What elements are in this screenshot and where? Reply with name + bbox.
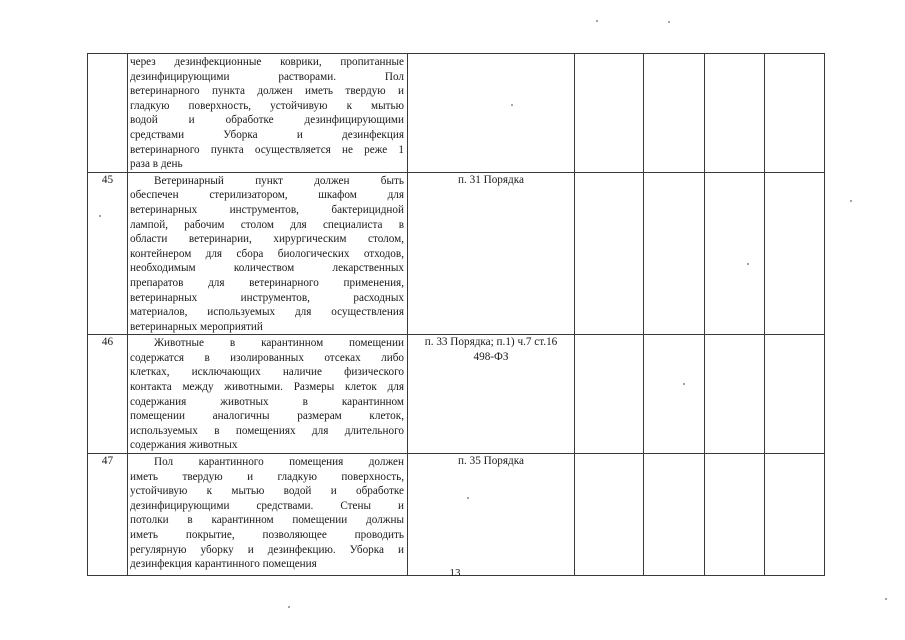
requirement-line: гладкую поверхность, устойчивую к мытью	[130, 99, 404, 112]
requirement-line: необходимым количеством лекарственных	[130, 262, 404, 275]
requirement-line: иметь покрытие, позволяющее проводить	[130, 529, 404, 541]
requirement-line: Пол карантинного помещения должен	[154, 456, 404, 469]
legal-reference	[408, 172, 575, 335]
requirement-line: обеспечен стерилизатором, шкафом для	[130, 189, 404, 202]
empty-answer-cell	[575, 172, 644, 335]
requirement-line: контакта между животными. Размеры клеток для	[130, 381, 404, 394]
scan-speck	[99, 215, 101, 217]
requirements-table	[87, 53, 825, 576]
requirement-line: материалов, используемых для осуществления	[130, 306, 404, 319]
scan-speck	[467, 497, 469, 499]
scan-speck	[596, 20, 598, 22]
empty-answer-cell	[644, 54, 705, 173]
scan-speck	[511, 104, 513, 106]
requirement-line: ветеринарных инструментов, расходных	[130, 291, 404, 304]
requirement-text	[128, 335, 408, 454]
empty-answer-cell	[705, 172, 765, 335]
empty-answer-cell	[575, 54, 644, 173]
empty-answer-cell	[644, 335, 705, 454]
scan-speck	[747, 263, 749, 265]
empty-answer-cell	[765, 172, 825, 335]
empty-answer-cell	[575, 454, 644, 576]
requirement-line: лампой, рабочим столом для специалиста в	[130, 218, 404, 231]
requirement-line: области ветеринарии, хирургическим столом,	[130, 233, 404, 246]
requirement-line: используемых в помещениях для длительного	[130, 424, 404, 437]
requirement-line: средствами Уборка и дезинфекция	[130, 128, 404, 141]
requirement-line: водой и обработке дезинфицирующими	[130, 114, 404, 127]
requirement-line: Животные в карантинном помещении	[154, 337, 404, 350]
requirement-line: ветеринарных инструментов, бактерицидной	[130, 203, 404, 216]
scan-speck	[288, 606, 290, 608]
scan-speck	[668, 21, 670, 23]
empty-answer-cell	[644, 172, 705, 335]
empty-answer-cell	[705, 54, 765, 173]
requirement-line: содержания животных в карантинном	[130, 395, 404, 408]
requirement-line: потолки в карантинном помещении должны	[130, 514, 404, 527]
requirement-text	[128, 54, 408, 173]
empty-answer-cell	[644, 454, 705, 576]
table-row	[88, 54, 825, 173]
legal-reference-line: п. 31 Порядка	[458, 173, 524, 186]
requirement-line: ветеринарного пункта осуществляется не реже 1	[130, 143, 404, 156]
legal-reference-line: п. 35 Порядка	[458, 455, 524, 468]
empty-answer-cell	[575, 335, 644, 454]
table-row	[88, 335, 825, 454]
requirement-line: через дезинфекционные коврики, пропитанные	[130, 56, 404, 68]
requirement-line: дезинфекция карантинного помещения	[130, 558, 317, 571]
scan-speck	[683, 383, 685, 385]
requirement-line: раза в день	[130, 158, 183, 171]
legal-reference-line: п. 33 Порядка; п.1) ч.7 ст.16	[424, 336, 558, 349]
requirement-line: дезинфицирующими растворами. Пол	[130, 70, 404, 83]
requirement-line: дезинфицирующими средствами. Стены и	[130, 499, 404, 512]
row-number: 45	[88, 172, 128, 335]
page-number: 13	[449, 567, 461, 579]
requirement-text	[128, 454, 408, 576]
requirement-line: содержатся в изолированных отсеках либо	[130, 351, 404, 364]
requirement-line: Ветеринарный пункт должен быть	[154, 174, 404, 187]
empty-answer-cell	[765, 454, 825, 576]
legal-reference	[408, 454, 575, 576]
legal-reference	[408, 54, 575, 173]
scan-speck	[850, 200, 852, 202]
table-row	[88, 454, 825, 576]
requirement-line: устойчивую к мытью водой и обработке	[130, 485, 404, 498]
requirement-line: иметь твердую и гладкую поверхность,	[130, 470, 404, 483]
requirement-line: ветеринарных мероприятий	[130, 320, 263, 333]
empty-answer-cell	[705, 454, 765, 576]
requirement-text	[128, 172, 408, 335]
legal-reference	[408, 335, 575, 454]
row-number: 47	[88, 454, 128, 576]
requirement-line: контейнером для сбора биологических отходов,	[130, 247, 404, 260]
empty-answer-cell	[765, 335, 825, 454]
row-number: 46	[88, 335, 128, 454]
legal-reference-line: 498-ФЗ	[473, 350, 509, 363]
requirement-line: препаратов для ветеринарного применения,	[130, 276, 404, 289]
requirement-line: регулярную уборку и дезинфекцию. Уборка и	[130, 543, 404, 556]
requirement-line: ветеринарного пункта должен иметь твердую и	[130, 85, 404, 98]
empty-answer-cell	[705, 335, 765, 454]
requirement-line: клетках, исключающих наличие физического	[130, 366, 404, 379]
empty-answer-cell	[765, 54, 825, 173]
requirement-line: содержания животных	[130, 439, 238, 452]
scan-speck	[885, 598, 887, 600]
table-row	[88, 172, 825, 335]
requirement-line: помещении аналогичны размерам клеток,	[130, 410, 404, 423]
row-number	[88, 54, 128, 173]
